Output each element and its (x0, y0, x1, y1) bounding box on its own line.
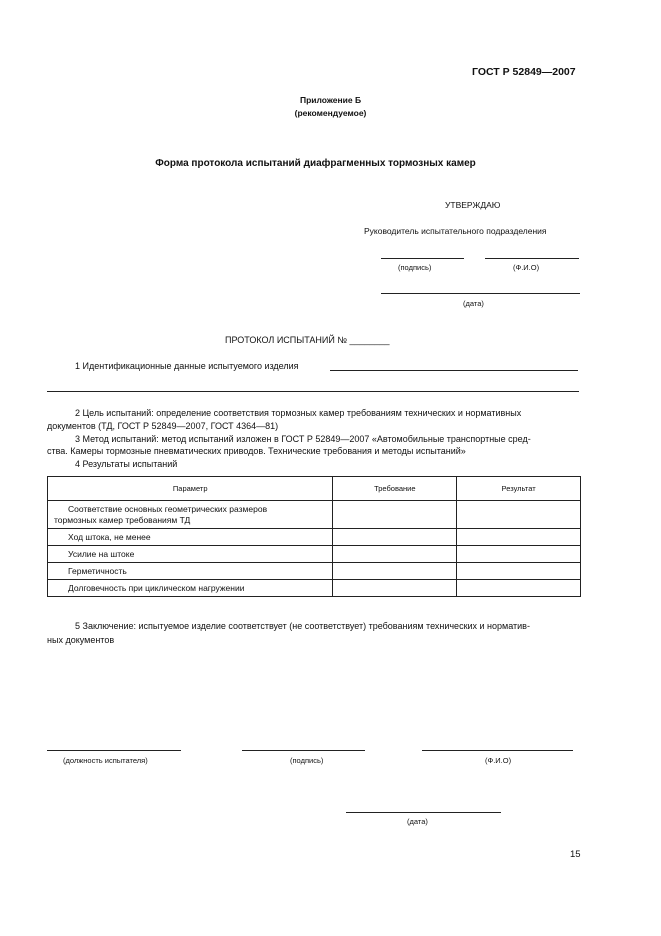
tester-name-line[interactable] (422, 750, 573, 751)
param-text-line-1: Соответствие основных геометрических размеров (68, 503, 268, 514)
param-cell: Усилие на штоке (48, 546, 333, 563)
table-header-row (48, 477, 581, 501)
requirement-cell[interactable] (333, 546, 457, 563)
final-date-line[interactable] (346, 812, 501, 813)
item-1: 1 Идентификационные данные испытуемого изделия (75, 361, 299, 371)
protocol-title: ПРОТОКОЛ ИСПЫТАНИЙ № ________ (225, 335, 390, 345)
position-caption: (должность испытателя) (63, 756, 148, 765)
item-2-line-2: документов (ТД, ГОСТ Р 52849—2007, ГОСТ 4364—81) (47, 421, 279, 431)
result-cell[interactable] (457, 529, 581, 546)
date-line[interactable] (381, 293, 580, 294)
annex-title: Приложение Б (299, 95, 362, 105)
requirement-cell[interactable] (333, 580, 457, 597)
table-row (48, 546, 581, 563)
conclusion-line-1: 5 Заключение: испытуемое изделие соответствует (не соответствует) требованиям технических и норматив- (75, 621, 530, 631)
signature-caption: (подпись) (398, 263, 432, 272)
param-cell: Герметичность (48, 563, 333, 580)
requirement-cell[interactable] (333, 563, 457, 580)
table-row (48, 501, 581, 529)
page-number: 15 (570, 849, 581, 860)
tester-signature-caption: (подпись) (290, 756, 324, 765)
tester-signature-line[interactable] (242, 750, 365, 751)
result-cell[interactable] (457, 501, 581, 529)
results-table (47, 476, 581, 597)
result-cell[interactable] (457, 546, 581, 563)
item-1-line[interactable] (330, 370, 578, 371)
col-requirement: Требование (333, 477, 457, 501)
result-cell[interactable] (457, 563, 581, 580)
param-text-line-2: тормозных камер требованиям ТД (54, 514, 191, 525)
table-row (48, 529, 581, 546)
item-1-line-2[interactable] (47, 391, 579, 392)
requirement-cell[interactable] (333, 529, 457, 546)
result-cell[interactable] (457, 580, 581, 597)
form-title: Форма протокола испытаний диафрагменных тормозных камер (155, 158, 476, 169)
param-cell: Долговечность при циклическом нагружении (48, 580, 333, 597)
signature-line[interactable] (381, 258, 464, 259)
item-4: 4 Результаты испытаний (75, 459, 178, 469)
table-row (48, 563, 581, 580)
name-caption: (Ф.И.О) (513, 263, 540, 272)
table-row (48, 580, 581, 597)
annex-status: (рекомендуемое) (294, 108, 367, 118)
param-cell (48, 501, 333, 529)
position-line[interactable] (47, 750, 181, 751)
col-parameter: Параметр (48, 477, 333, 501)
name-line[interactable] (485, 258, 579, 259)
col-result: Результат (457, 477, 581, 501)
item-3-line-1: 3 Метод испытаний: метод испытаний изложен в ГОСТ Р 52849—2007 «Автомобильные транспортные сред- (75, 434, 531, 444)
tester-name-caption: (Ф.И.О) (485, 756, 512, 765)
item-3-line-2: ства. Камеры тормозные пневматических приводов. Технические требования и методы испытаний» (47, 446, 466, 456)
requirement-cell[interactable] (333, 501, 457, 529)
standard-header: ГОСТ Р 52849—2007 (472, 66, 576, 78)
approve-label: УТВЕРЖДАЮ (445, 200, 501, 210)
date-caption: (дата) (463, 299, 484, 308)
head-label: Руководитель испытательного подразделения (364, 226, 547, 236)
param-cell: Ход штока, не менее (48, 529, 333, 546)
final-date-caption: (дата) (407, 817, 428, 826)
item-2-line-1: 2 Цель испытаний: определение соответствия тормозных камер требованиям технических и нормативных (75, 408, 522, 418)
conclusion-line-2: ных документов (47, 635, 115, 645)
